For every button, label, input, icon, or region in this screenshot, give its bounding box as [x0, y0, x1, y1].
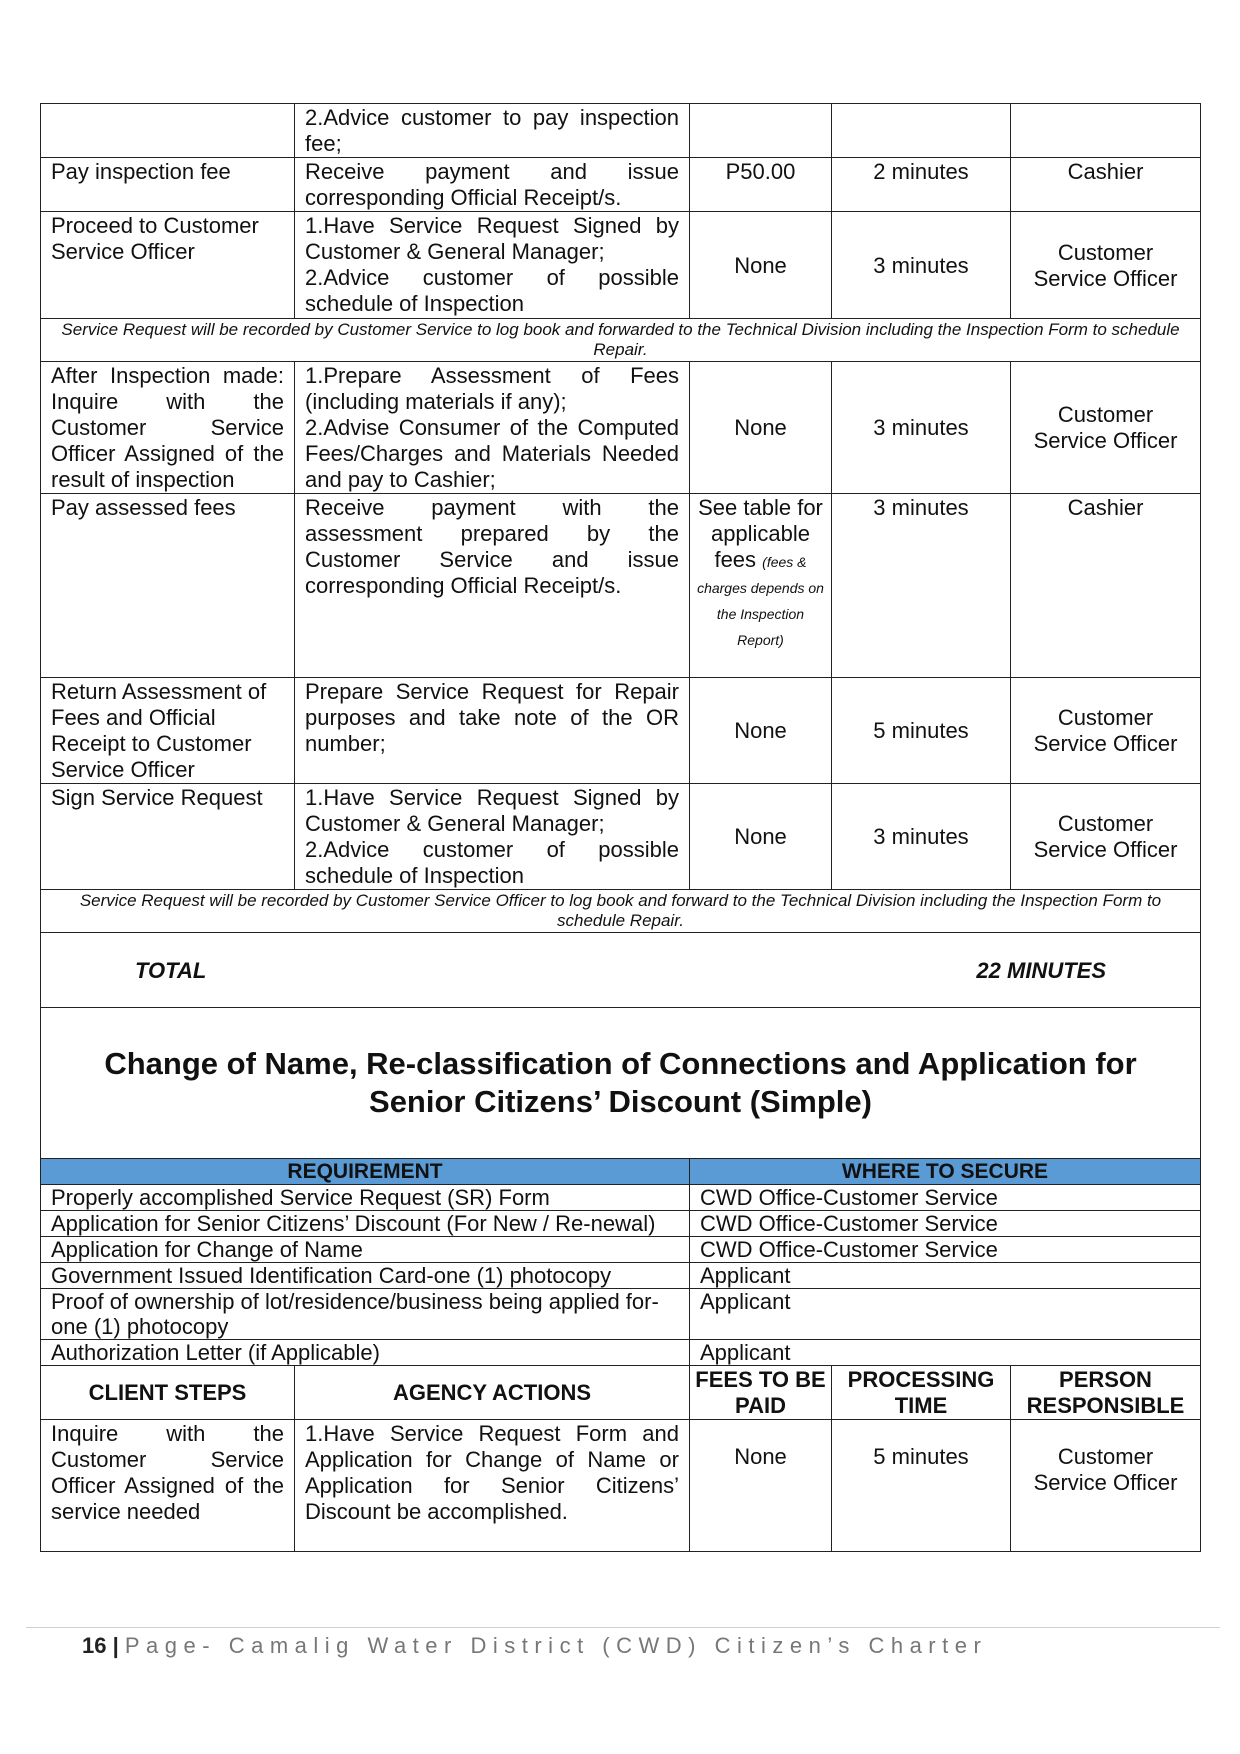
time-cell: 2 minutes — [832, 158, 1011, 212]
person-cell — [1011, 104, 1201, 158]
time-cell: 3 minutes — [832, 212, 1011, 319]
fee-cell: None — [690, 784, 832, 890]
total-value: 22 MINUTES — [832, 933, 1201, 1008]
charter-table — [40, 103, 1201, 1552]
agency-action-cell: 1.Have Service Request Signed by Customer & General Manager; 2.Advice customer of possible schedule of Inspection — [295, 212, 690, 319]
processing-time-header: PROCESSING TIME — [832, 1366, 1011, 1420]
where-cell: Applicant — [690, 1340, 1201, 1366]
table-row — [41, 212, 1201, 319]
footer-divider — [26, 1627, 1220, 1628]
requirement-cell: Application for Change of Name — [41, 1237, 690, 1263]
time-cell — [832, 104, 1011, 158]
where-cell: Applicant — [690, 1289, 1201, 1340]
where-cell: CWD Office-Customer Service — [690, 1237, 1201, 1263]
requirement-row — [41, 1289, 1201, 1340]
agency-action-cell: Receive payment with the assessment prepared by the Customer Service and issue corresponding Official Receipt/s. — [295, 494, 690, 678]
person-text: Customer Service Officer — [1033, 1444, 1178, 1495]
table-row — [41, 678, 1201, 784]
page-number: 16 — [82, 1633, 107, 1658]
footer-text: Page- Camalig Water District (CWD) Citizen’s Charter — [124, 1633, 988, 1658]
person-cell: Cashier — [1011, 494, 1201, 678]
agency-action-cell: 1.Have Service Request Form and Application for Change of Name or Application for Senior Citizens’ Discount be accomplished. — [295, 1420, 690, 1552]
fee-cell — [690, 104, 832, 158]
person-cell: Customer Service Officer — [1011, 362, 1201, 494]
fee-text: See table for applicable fees — [698, 495, 823, 572]
section-title-row — [41, 1008, 1201, 1159]
charter-page — [40, 103, 1200, 1552]
agency-action-cell: 1.Have Service Request Signed by Customer & General Manager; 2.Advice customer of possible schedule of Inspection — [295, 784, 690, 890]
table-row — [41, 158, 1201, 212]
agency-action-cell: 1.Prepare Assessment of Fees (including materials if any); 2.Advise Consumer of the Computed Fees/Charges and Materials Needed and pay to Cashier; — [295, 362, 690, 494]
fees-header: FEES TO BE PAID — [690, 1366, 832, 1420]
fee-cell — [690, 1420, 832, 1552]
steps-header-row — [41, 1366, 1201, 1420]
requirement-row — [41, 1211, 1201, 1237]
client-steps-header: CLIENT STEPS — [41, 1366, 295, 1420]
person-cell — [1011, 1420, 1201, 1552]
fee-note: (fees & charges depends on the Inspection Report) — [697, 554, 824, 648]
process-note: Service Request will be recorded by Customer Service Officer to log book and forward to the Technical Division including the Inspection Form to schedule Repair. — [41, 890, 1201, 933]
requirement-row — [41, 1237, 1201, 1263]
person-cell: Cashier — [1011, 158, 1201, 212]
client-step-cell — [41, 104, 295, 158]
where-to-secure-header: WHERE TO SECURE — [690, 1159, 1201, 1185]
client-step-cell: Return Assessment of Fees and Official Receipt to Customer Service Officer — [41, 678, 295, 784]
client-step-cell: Pay assessed fees — [41, 494, 295, 678]
section-title: Change of Name, Re-classification of Connections and Application for Senior Citizens’ Discount (Simple) — [41, 1008, 1201, 1159]
agency-actions-header: AGENCY ACTIONS — [295, 1366, 690, 1420]
client-step-cell: Proceed to Customer Service Officer — [41, 212, 295, 319]
requirement-cell: Authorization Letter (if Applicable) — [41, 1340, 690, 1366]
requirement-cell: Application for Senior Citizens’ Discount (For New / Re-newal) — [41, 1211, 690, 1237]
total-row — [41, 933, 1201, 1008]
note-row — [41, 319, 1201, 362]
requirement-cell: Properly accomplished Service Request (SR) Form — [41, 1185, 690, 1211]
requirement-row — [41, 1263, 1201, 1289]
person-responsible-header: PERSON RESPONSIBLE — [1011, 1366, 1201, 1420]
fee-cell: None — [690, 678, 832, 784]
fee-cell — [690, 494, 832, 678]
table-row — [41, 784, 1201, 890]
client-step-cell: After Inspection made: Inquire with the Customer Service Officer Assigned of the result of inspection — [41, 362, 295, 494]
fee-text: None — [734, 1444, 787, 1469]
fee-cell: None — [690, 362, 832, 494]
requirement-header: REQUIREMENT — [41, 1159, 690, 1185]
table-row — [41, 494, 1201, 678]
table-row — [41, 104, 1201, 158]
page-footer: 16 | Page- Camalig Water District (CWD) Citizen’s Charter — [82, 1633, 988, 1658]
time-cell: 3 minutes — [832, 784, 1011, 890]
person-cell: Customer Service Officer — [1011, 678, 1201, 784]
agency-action-cell: 2.Advice customer to pay inspection fee; — [295, 104, 690, 158]
requirement-cell: Proof of ownership of lot/residence/business being applied for-one (1) photocopy — [41, 1289, 690, 1340]
time-cell — [832, 1420, 1011, 1552]
fee-cell: P50.00 — [690, 158, 832, 212]
agency-action-cell: Prepare Service Request for Repair purposes and take note of the OR number; — [295, 678, 690, 784]
table-row — [41, 1420, 1201, 1552]
client-step-cell: Inquire with the Customer Service Officer Assigned of the service needed — [41, 1420, 295, 1552]
where-cell: Applicant — [690, 1263, 1201, 1289]
fee-cell: None — [690, 212, 832, 319]
where-cell: CWD Office-Customer Service — [690, 1185, 1201, 1211]
requirements-header — [41, 1159, 1201, 1185]
note-row — [41, 890, 1201, 933]
where-cell: CWD Office-Customer Service — [690, 1211, 1201, 1237]
agency-action-cell: Receive payment and issue corresponding Official Receipt/s. — [295, 158, 690, 212]
time-cell: 3 minutes — [832, 362, 1011, 494]
time-text: 5 minutes — [873, 1444, 969, 1469]
person-cell: Customer Service Officer — [1011, 212, 1201, 319]
table-row — [41, 362, 1201, 494]
total-label: TOTAL — [41, 933, 832, 1008]
requirement-row — [41, 1185, 1201, 1211]
client-step-cell: Sign Service Request — [41, 784, 295, 890]
client-step-cell: Pay inspection fee — [41, 158, 295, 212]
requirement-cell: Government Issued Identification Card-one (1) photocopy — [41, 1263, 690, 1289]
time-cell: 3 minutes — [832, 494, 1011, 678]
process-note: Service Request will be recorded by Customer Service to log book and forwarded to the Technical Division including the Inspection Form to schedule Repair. — [41, 319, 1201, 362]
person-cell: Customer Service Officer — [1011, 784, 1201, 890]
requirement-row — [41, 1340, 1201, 1366]
time-cell: 5 minutes — [832, 678, 1011, 784]
